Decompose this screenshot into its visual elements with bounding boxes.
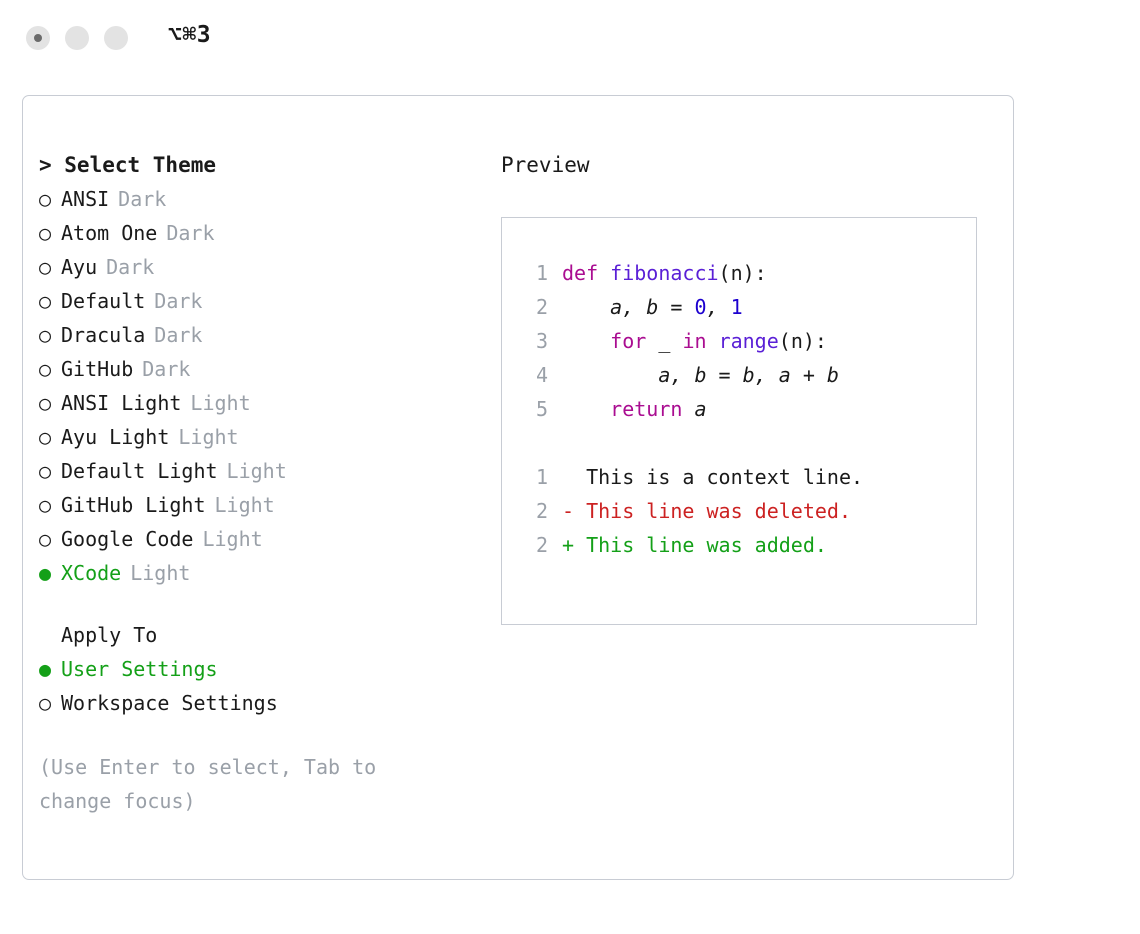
code-token: for: [610, 329, 659, 353]
code-line: [516, 324, 968, 358]
theme-variant: Light: [226, 459, 287, 483]
code-line: [516, 358, 968, 392]
code-token: (n):: [778, 329, 827, 353]
theme-variant: Light: [178, 425, 239, 449]
code-token: range: [718, 329, 779, 353]
theme-list[interactable]: [39, 182, 489, 590]
theme-variant: Dark: [154, 289, 203, 313]
diff-text: This is a context line.: [562, 465, 864, 489]
window-controls[interactable]: [26, 26, 128, 50]
radio-unselected-icon: ○: [39, 493, 52, 517]
theme-option[interactable]: [39, 182, 489, 216]
theme-name: Dracula: [61, 323, 146, 347]
theme-option[interactable]: [39, 250, 489, 284]
theme-option[interactable]: [39, 454, 489, 488]
theme-variant: Light: [202, 527, 263, 551]
theme-option[interactable]: [39, 488, 489, 522]
code-token: a, b = b, a + b: [562, 363, 839, 387]
theme-name: ANSI: [61, 187, 110, 211]
code-token: in: [682, 329, 719, 353]
window-dot-3-icon[interactable]: [104, 26, 128, 50]
theme-name: Default: [61, 289, 146, 313]
theme-name: Google Code: [61, 527, 194, 551]
diff-line: [516, 528, 968, 562]
theme-name: Ayu Light: [61, 425, 170, 449]
line-number: 5: [535, 397, 548, 421]
diff-text: + This line was added.: [562, 533, 827, 557]
preview-box: [501, 217, 977, 625]
theme-option[interactable]: [39, 318, 489, 352]
code-token: [562, 324, 610, 358]
apply-to-list[interactable]: [39, 652, 489, 720]
code-token: def: [562, 261, 611, 285]
theme-option[interactable]: [39, 386, 489, 420]
theme-variant: Dark: [118, 187, 167, 211]
apply-to-option[interactable]: [39, 652, 489, 686]
select-theme-header: > Select Theme: [39, 153, 217, 177]
theme-name: GitHub Light: [61, 493, 206, 517]
theme-option[interactable]: [39, 284, 489, 318]
apply-to-label: Workspace Settings: [61, 691, 278, 715]
radio-unselected-icon: ○: [39, 425, 52, 449]
theme-name: Atom One: [61, 221, 158, 245]
theme-picker-panel: [22, 95, 1014, 880]
radio-unselected-icon: ○: [39, 527, 52, 551]
line-number: 1: [535, 261, 548, 285]
preview-code: [516, 256, 968, 562]
code-token: _: [658, 329, 683, 353]
radio-unselected-icon: ○: [39, 691, 52, 715]
apply-to-title: Apply To: [61, 623, 158, 647]
theme-selection-column: [39, 148, 489, 818]
theme-variant: Dark: [106, 255, 155, 279]
radio-selected-icon: ●: [39, 657, 52, 681]
preview-column: [501, 148, 991, 625]
line-number: 2: [535, 295, 548, 319]
code-token: [562, 392, 610, 426]
code-token: ,: [706, 295, 731, 319]
theme-name: Default Light: [61, 459, 218, 483]
code-token: a: [694, 397, 707, 421]
theme-variant: Light: [214, 493, 275, 517]
line-number: 4: [535, 363, 548, 387]
line-number: 2: [535, 533, 548, 557]
code-token: 0: [694, 295, 707, 319]
radio-unselected-icon: ○: [39, 187, 52, 211]
theme-option[interactable]: [39, 352, 489, 386]
radio-unselected-icon: ○: [39, 255, 52, 279]
code-line: [516, 290, 968, 324]
radio-unselected-icon: ○: [39, 357, 52, 381]
code-token: (n):: [718, 261, 767, 285]
code-token: 1: [730, 295, 743, 319]
theme-variant: Dark: [166, 221, 215, 245]
radio-unselected-icon: ○: [39, 323, 52, 347]
theme-variant: Dark: [142, 357, 191, 381]
code-token: return: [610, 397, 695, 421]
line-number: 1: [535, 465, 548, 489]
radio-unselected-icon: ○: [39, 459, 52, 483]
line-number: 2: [535, 499, 548, 523]
theme-option[interactable]: [39, 420, 489, 454]
theme-name: XCode: [61, 561, 122, 585]
theme-option[interactable]: [39, 522, 489, 556]
radio-unselected-icon: ○: [39, 221, 52, 245]
theme-name: ANSI Light: [61, 391, 182, 415]
keyboard-hint: (Use Enter to select, Tab to change focus): [39, 755, 389, 813]
diff-text: - This line was deleted.: [562, 499, 851, 523]
theme-variant: Light: [130, 561, 191, 585]
code-line: [516, 392, 968, 426]
radio-unselected-icon: ○: [39, 289, 52, 313]
radio-selected-icon: ●: [39, 561, 52, 585]
code-line: [516, 256, 968, 290]
apply-to-option[interactable]: [39, 686, 489, 720]
diff-line: [516, 460, 968, 494]
preview-label: Preview: [501, 153, 590, 177]
theme-name: Ayu: [61, 255, 98, 279]
theme-name: GitHub: [61, 357, 134, 381]
code-spacer: [516, 426, 968, 460]
theme-option[interactable]: [39, 216, 489, 250]
radio-unselected-icon: ○: [39, 391, 52, 415]
diff-line: [516, 494, 968, 528]
apply-to-label: User Settings: [61, 657, 218, 681]
title-bar: [0, 0, 1140, 78]
window-dot-1-icon[interactable]: [26, 26, 50, 50]
window-dot-2-icon[interactable]: [65, 26, 89, 50]
theme-variant: Light: [190, 391, 251, 415]
theme-option[interactable]: [39, 556, 489, 590]
line-number: 3: [535, 329, 548, 353]
titlebar-shortcut-label: ⌥⌘3: [168, 22, 212, 48]
code-token: a, b =: [562, 295, 695, 319]
theme-variant: Dark: [154, 323, 203, 347]
code-token: fibonacci: [610, 261, 719, 285]
